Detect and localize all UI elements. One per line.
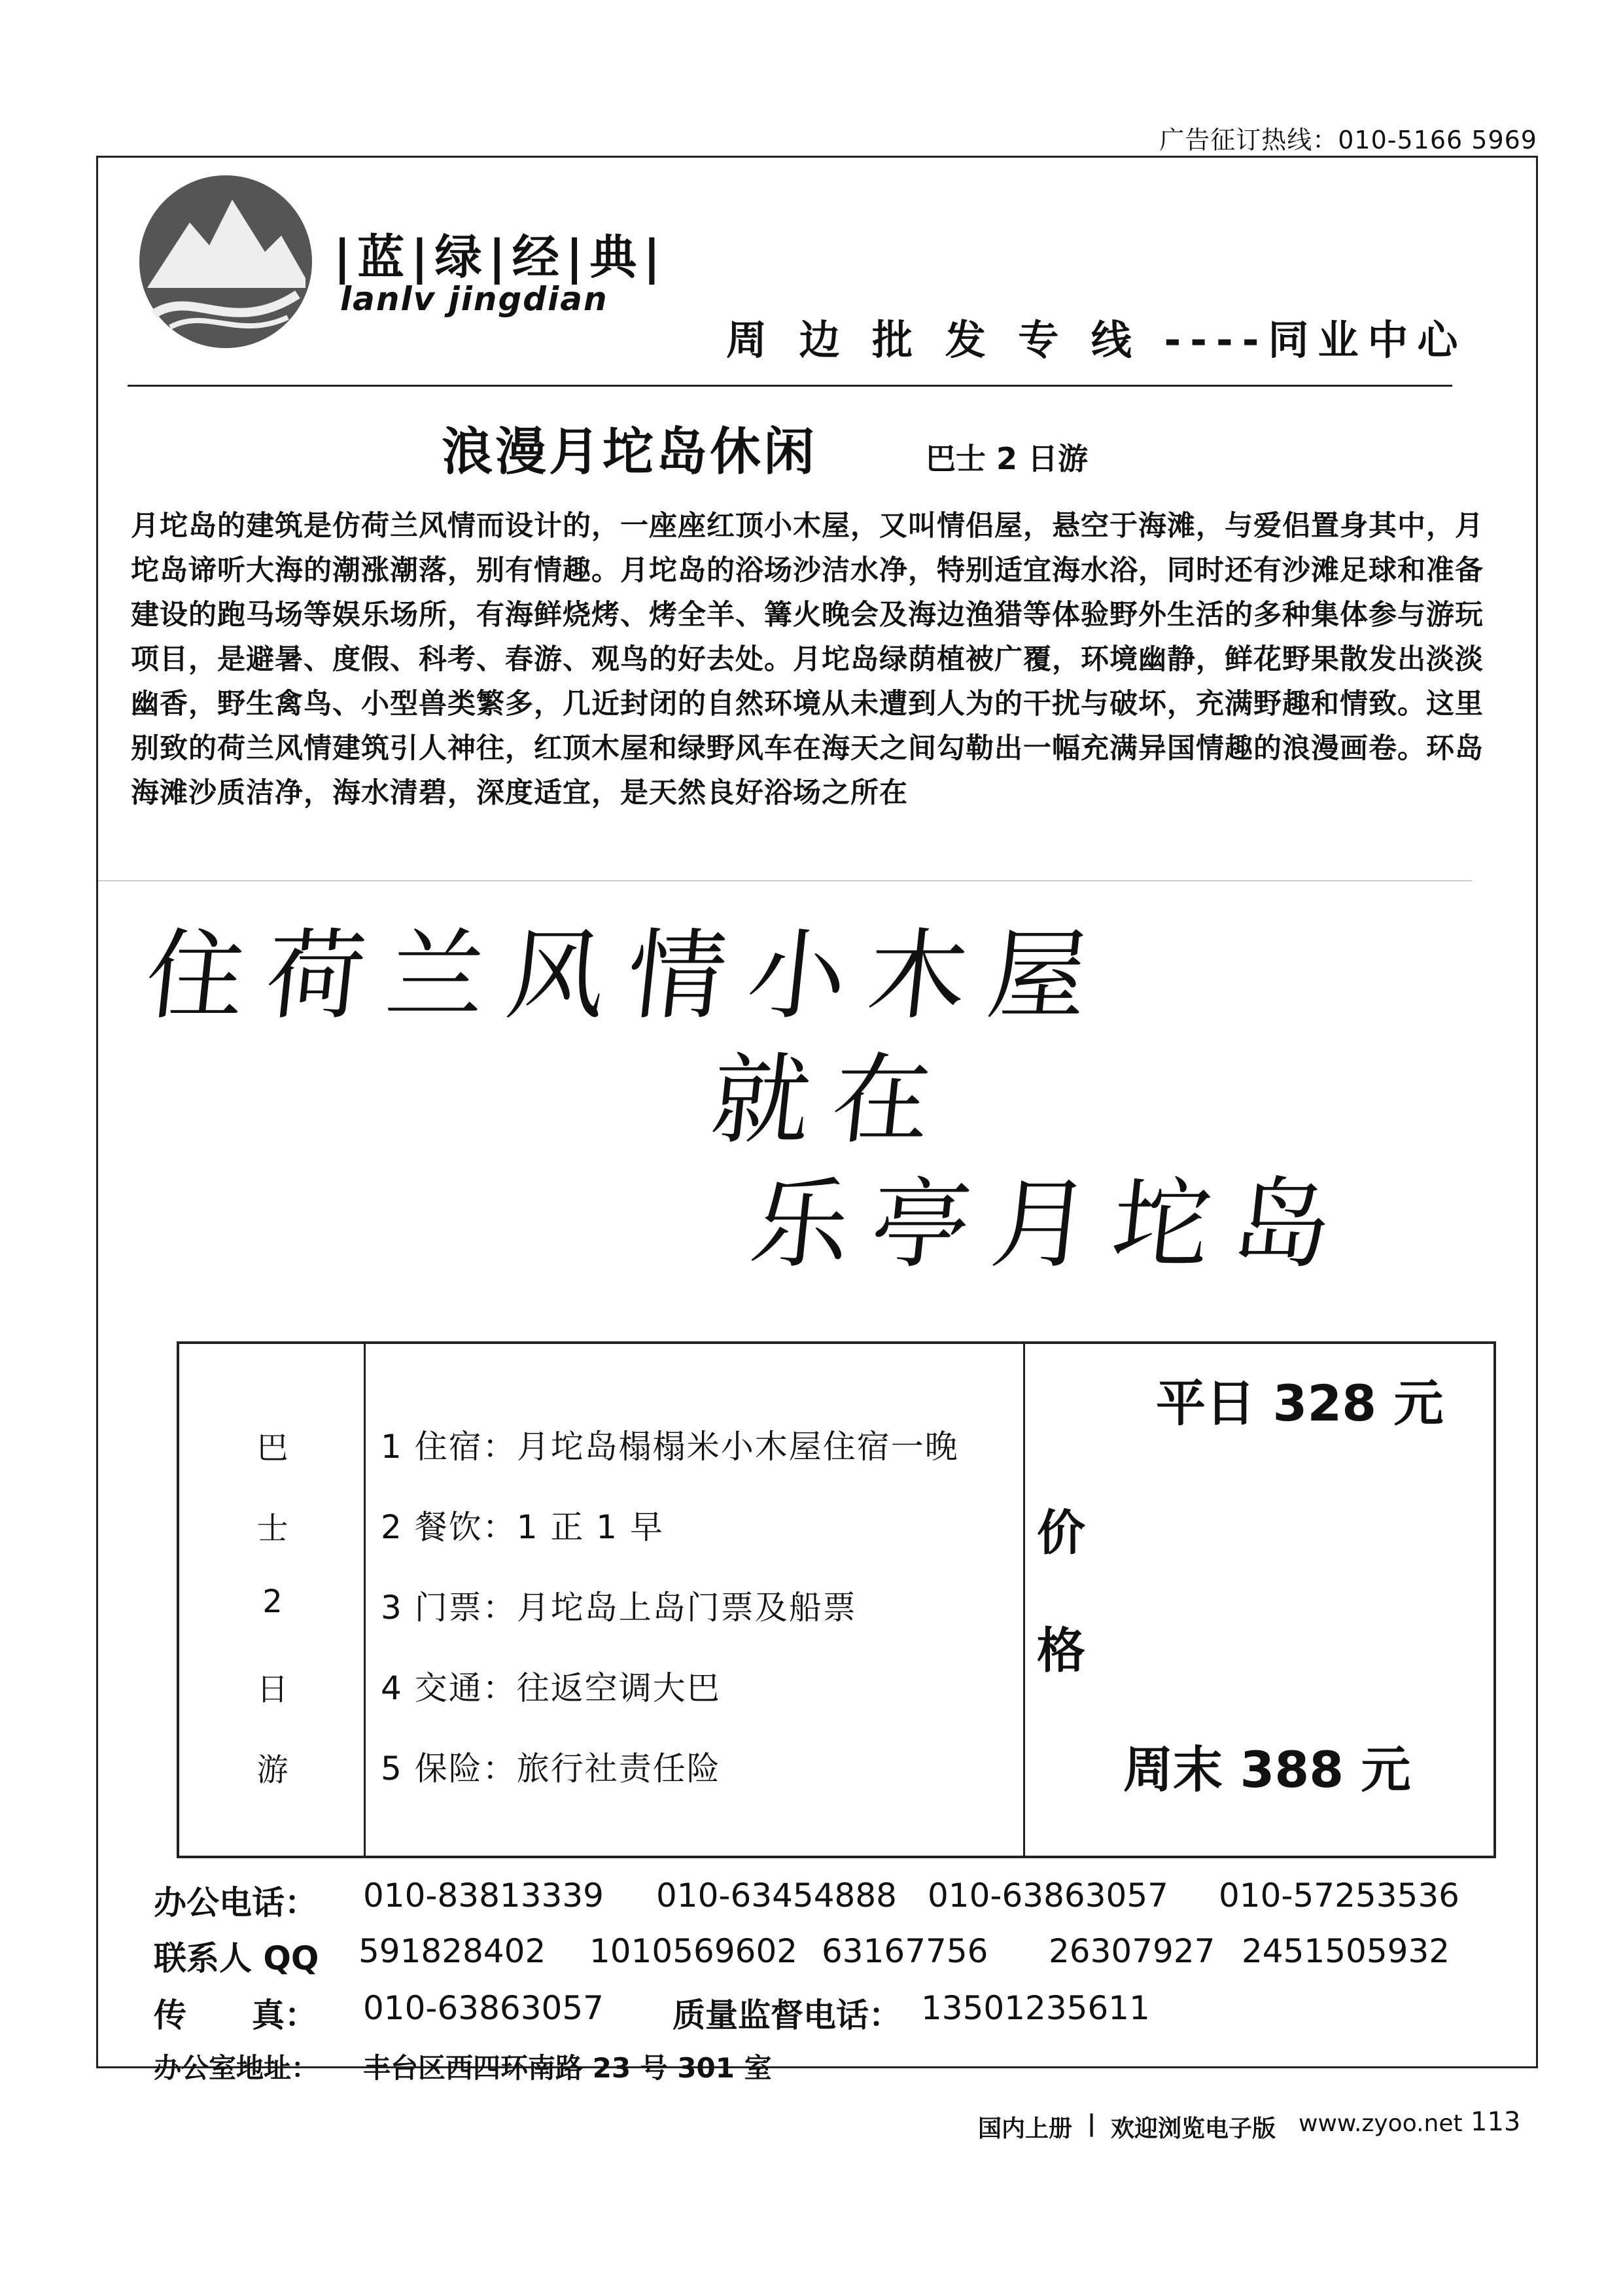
quality-phone: 13501235611	[921, 1989, 1150, 2027]
package-label-char: 游	[256, 1752, 288, 1788]
package-item: 1 住宿：月坨岛榻榻米小木屋住宿一晚	[381, 1428, 959, 1466]
tour-description: 月坨岛的建筑是仿荷兰风情而设计的，一座座红顶小木屋，又叫情侣屋，悬空于海滩，与爱侣置身其中，月坨岛谛听大海的潮涨潮落，别有情趣。月坨岛的浴场沙洁水净，特别适宜海水浴，同时还有沙滩足球和准备建设的跑马场等娱乐场所，有海鲜烧烤、烤全羊、篝火晚会及海边渔猎等体验野外生活的多种集体参与游玩项目，是避暑、度假、科考、春游、观鸟的好去处。月坨岛绿荫植被广覆，环境幽静，鲜花野果散发出淡淡幽香，野生禽鸟、小型兽类繁多，几近封闭的自然环境从未遭到人为的干扰与破坏，充满野趣和情致。这里别致的荷兰风情建筑引人神往，红顶木屋和绿野风车在海天之间勾勒出一幅充满异国情趣的浪漫画卷。环岛海滩沙质洁净，海水清碧，深度适宜，是天然良好浴场之所在	[131, 510, 1484, 809]
phone-number: 010-63454888	[656, 1877, 897, 1915]
footer-section: 国内上册	[978, 2115, 1073, 2142]
fax-number: 010-63863057	[363, 1989, 604, 2027]
footer-slogan: 欢迎浏览电子版	[1111, 2115, 1276, 2142]
tour-title: 浪漫月坨岛休闲	[442, 423, 818, 482]
slogan-line-1: 住荷兰风情小木屋	[140, 919, 1115, 1033]
phone-number: 010-83813339	[363, 1877, 604, 1915]
footer-url[interactable]: www.zyoo.net	[1299, 2110, 1463, 2137]
package-label-char: 士	[256, 1510, 288, 1547]
slogan-line-2: 就在	[706, 1044, 959, 1157]
slogan-line-3: 乐亭月坨岛	[745, 1168, 1359, 1282]
weekday-price: 平日 328 元	[1156, 1374, 1444, 1432]
price-label: 格	[1037, 1623, 1085, 1679]
qq-number: 591828402	[358, 1932, 546, 1970]
phone-number: 010-57253536	[1219, 1877, 1459, 1915]
package-label-char: 巴	[256, 1430, 288, 1466]
qq-number: 26307927	[1049, 1932, 1215, 1970]
package-label-column	[179, 1344, 366, 1856]
footer-divider: |	[1087, 2110, 1096, 2137]
wholesale-line: 周 边 批 发 专 线 ----同业中心	[726, 316, 1467, 364]
section-divider	[98, 880, 1472, 881]
package-item: 2 餐饮：1 正 1 早	[381, 1508, 665, 1546]
package-item: 3 门票：月坨岛上岛门票及船票	[381, 1589, 857, 1627]
package-item: 4 交通：往返空调大巴	[381, 1669, 721, 1707]
brand-name: |蓝|绿|经|典|	[334, 230, 667, 285]
weekend-price: 周末 388 元	[1123, 1740, 1411, 1799]
qq-number: 1010569602	[589, 1932, 798, 1970]
phone-number: 010-63863057	[928, 1877, 1168, 1915]
price-label: 价	[1037, 1505, 1085, 1561]
quality-label: 质量监督电话：	[672, 1996, 901, 2034]
office-address: 丰台区西四环南路 23 号 301 室	[363, 2052, 772, 2084]
address-label: 办公室地址：	[154, 2052, 319, 2084]
tour-subtitle: 巴士 2 日游	[926, 441, 1089, 476]
phone-label: 办公电话：	[154, 1884, 317, 1922]
header-divider	[128, 385, 1452, 387]
ad-hotline: 广告征订热线：010-5166 5969	[1159, 126, 1537, 154]
price-column	[1023, 1344, 1494, 1856]
qq-number: 63167756	[822, 1932, 988, 1970]
page-number: 113	[1471, 2107, 1521, 2137]
qq-label: 联系人 QQ	[154, 1939, 319, 1977]
package-label-char: 2	[262, 1583, 283, 1620]
qq-number: 2451505932	[1242, 1932, 1450, 1970]
package-table	[177, 1341, 1496, 1858]
package-item: 5 保险：旅行社责任险	[381, 1750, 721, 1788]
fax-label: 传 真：	[154, 1996, 317, 2034]
package-label-char: 日	[256, 1671, 288, 1708]
brand-pinyin: lanlv jingdian	[340, 280, 608, 318]
mountain-logo-icon	[134, 173, 317, 350]
